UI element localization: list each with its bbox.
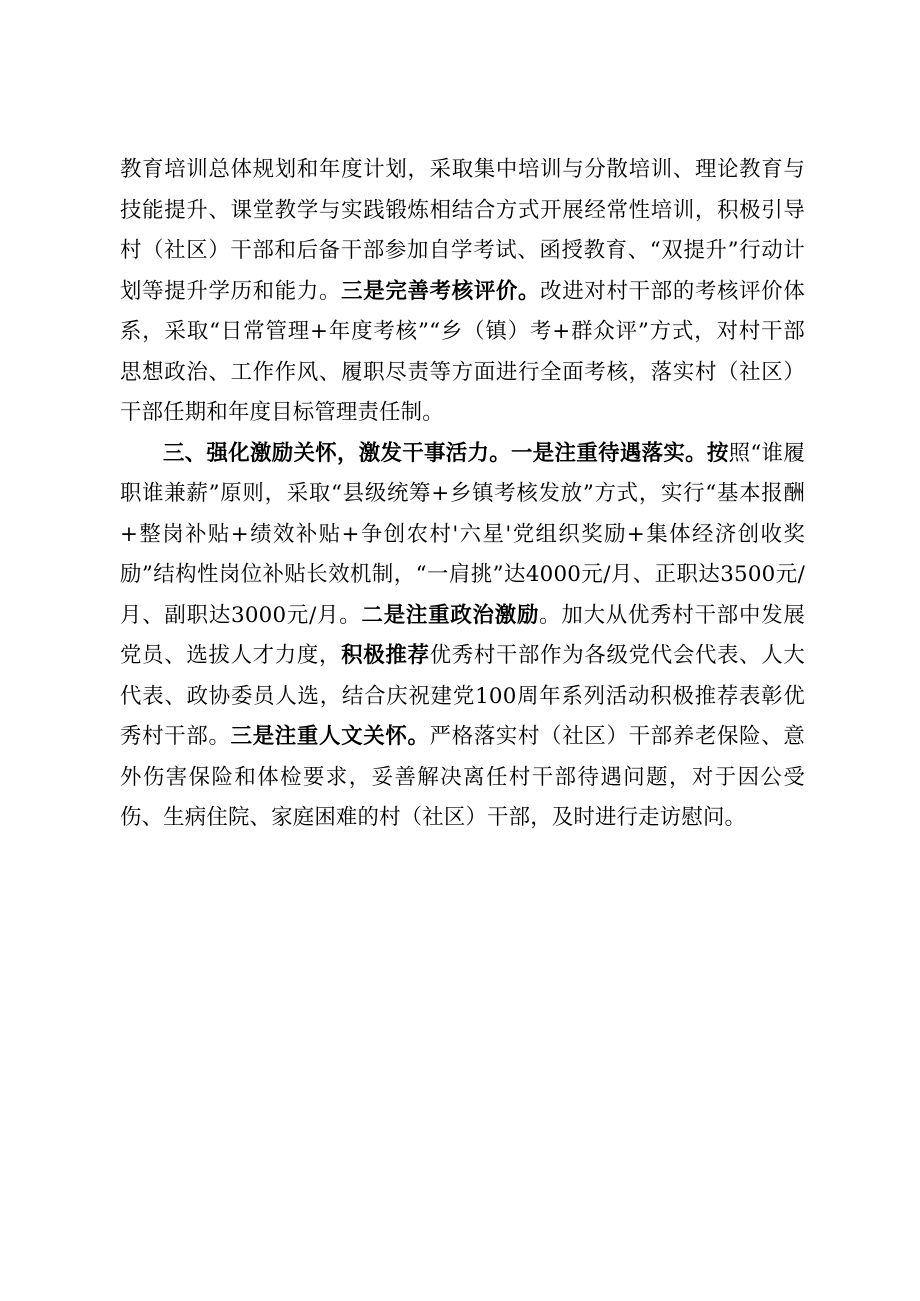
text-run: 教育培训总体规划和年度计划，采取集中培训与分散培训、理论教育与技能提升、课堂教学与实践锻炼相结合方式开展经常性培训，积极引导村（社区）干部和后备干部参加自学考试、函授教育、“双提升”行动计划等提升学历和能力。 <box>120 157 805 304</box>
bold-heading-political: 二是注重政治激励 <box>361 602 540 628</box>
text-run: 照“谁履职谁兼薪”原则，采取“县级统筹+乡镇考核发放”方式，实行“基本报酬+整岗补贴+绩效补贴+争创农村'六星'党组织奖励+集体经济创收奖励”结构性岗位补贴长效机制，“一肩挑”达4000元/月、正职达3500元/月、副职达3000元/月。 <box>120 440 805 628</box>
text-run: 改进对村干部的考核评价体系，采取“日常管理+年度考核”“乡（镇）考+群众评”方式，对村干部思想政治、工作作风、履职尽责等方面进行全面考核，落实村（社区）干部任期和年度目标管理责任制。 <box>120 278 805 425</box>
paragraph-incentives <box>120 434 805 839</box>
text-run: 严格落实村（社区）干部养老保险、意外伤害保险和体检要求，妥善解决离任村干部待遇问题，对于因公受伤、生病住院、家庭困难的村（社区）干部，及时进行走访慰问。 <box>120 724 805 830</box>
bold-phrase-recommend: 积极推荐 <box>341 643 430 668</box>
document-body <box>120 150 805 839</box>
paragraph-training-assessment <box>120 150 805 434</box>
text-run: 。加大从优秀村干部中发展党员、选拔人才力度， <box>120 602 805 668</box>
bold-heading-assessment: 三是完善考核评价。 <box>341 278 541 304</box>
text-run: 优秀村干部作为各级党代会代表、人大代表、政协委员人选，结合庆祝建党100周年系列活动积极推荐表彰优秀村干部。 <box>120 643 805 749</box>
bold-heading-care: 三是注重人文关怀。 <box>230 724 430 749</box>
section-heading-incentives: 三、强化激励关怀，激发干事活力。一是注重待遇落实。按 <box>163 440 729 466</box>
